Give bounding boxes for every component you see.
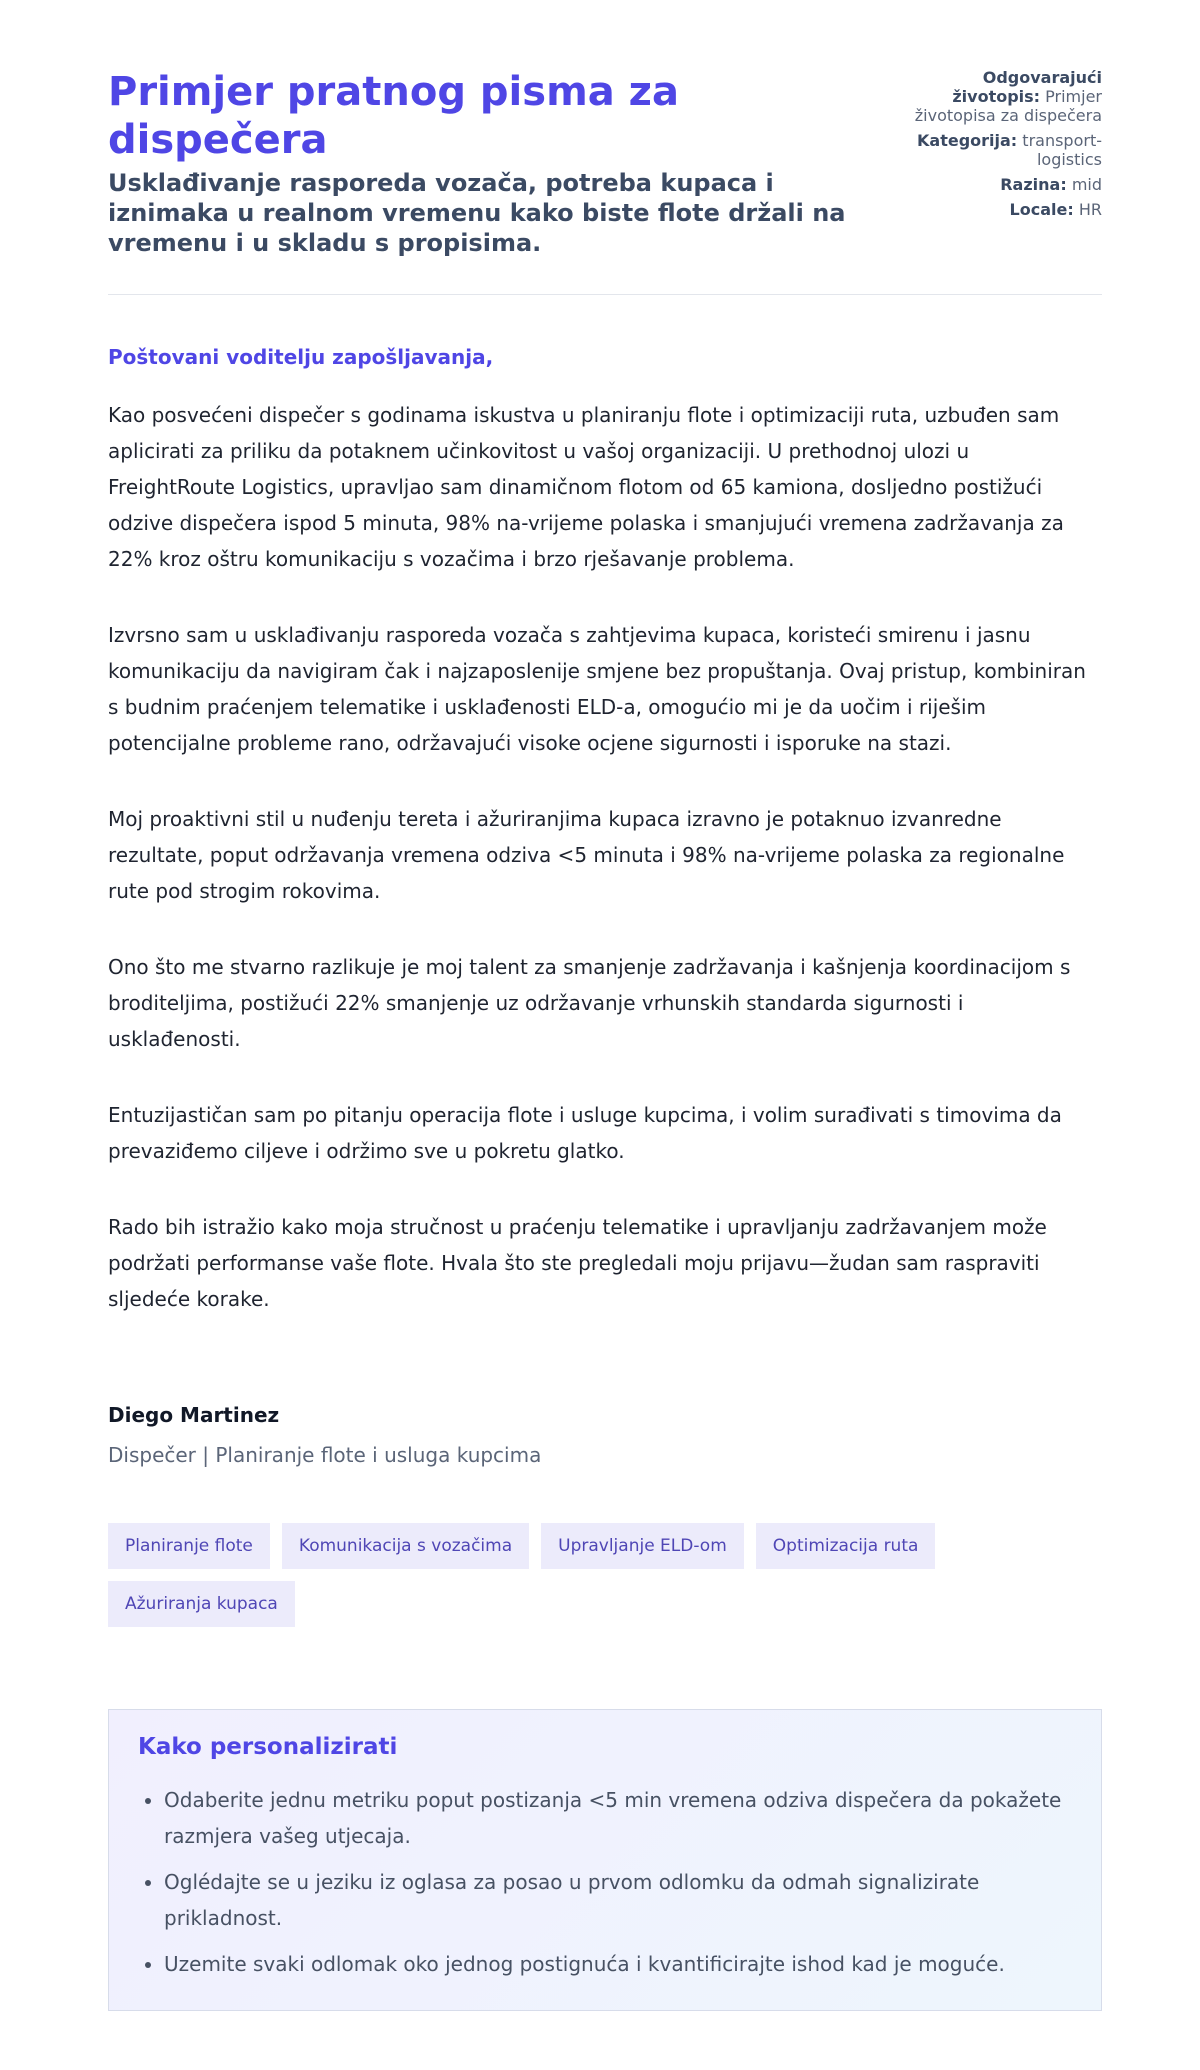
letter-body (108, 397, 1102, 1317)
meta-level-value: mid (1071, 175, 1102, 194)
meta-panel (912, 68, 1102, 225)
letter-paragraph: Kao posvećeni dispečer s godinama iskustva u planiranju flote i optimizaciji ruta, uzbuđen sam aplicirati za priliku da potaknem učinkovitost u vašoj organizaciji. U prethodnoj ulozi u FreightRoute Logistics, upravljao sam dinamičnom flotom od 65 kamiona, dosljedno postižući odzive dispečera ispod 5 minuta, 98% na-vrijeme polaska i smanjujući vremena zadržavanja za 22% kroz oštru komunikaciju s vozačima i brzo rješavanje problema. (108, 403, 1064, 571)
skill-tag: Optimizacija ruta (756, 1523, 936, 1569)
skill-tag: Ažuriranja kupaca (108, 1581, 295, 1627)
meta-locale (912, 200, 1102, 219)
meta-category (912, 131, 1102, 169)
letter-paragraph: Ono što me stvarno razlikuje je moj talent za smanjenje zadržavanja i kašnjenja koordinacijom s broditeljima, postižući 22% smanjenje uz održavanje vrhunskih standarda sigurnosti i usklađenosti. (108, 955, 1071, 1051)
letter-greeting: Poštovani voditelju zapošljavanja, (108, 345, 494, 369)
meta-category-value: transport-logistics (1022, 131, 1102, 169)
meta-level (912, 175, 1102, 194)
meta-locale-value: HR (1078, 200, 1102, 219)
signature-role: Dispečer | Planiranje flote i usluga kupcima (108, 1443, 542, 1467)
tip-item: • Uzemite svaki odlomak oko jednog postignuća i kvantificirajte ishod kad je moguće. (164, 1946, 1072, 1982)
skill-tag: Planiranje flote (108, 1523, 270, 1569)
letter-paragraph: Entuzijastičan sam po pitanju operacija flote i usluge kupcima, i volim surađivati s timovima da prevaziđemo ciljeve i održimo sve u pokretu glatko. (108, 1103, 1062, 1163)
signature-name: Diego Martinez (108, 1403, 280, 1427)
meta-category-label: Kategorija: (917, 131, 1018, 150)
tips-list (138, 1782, 1072, 1982)
page (108, 0, 1102, 2011)
letter-paragraph: Moj proaktivni stil u nuđenju tereta i ažuriranjima kupaca izravno je potaknuo izvanredne rezultate, poput održavanja vremena odziva <5 minuta i 98% na-vrijeme polaska za regionalne rute pod strogim rokovima. (108, 807, 1065, 903)
meta-locale-label: Locale: (1009, 200, 1074, 219)
skill-tag: Komunikacija s vozačima (282, 1523, 529, 1569)
meta-resume-value: Primjer životopisa za dispečera (914, 87, 1102, 125)
header-titles (108, 68, 868, 258)
tip-item: • Odaberite jednu metriku poput postizanja <5 min vremena odziva dispečera da pokažete razmjera vašeg utjecaja. (164, 1782, 1072, 1854)
header-divider (108, 294, 1102, 295)
tip-item: • Oglédajte se u jeziku iz oglasa za posao u prvom odlomku da odmah signalizirate prikladnost. (164, 1864, 1072, 1936)
tips-title: Kako personalizirati (138, 1734, 398, 1760)
meta-level-label: Razina: (1000, 175, 1067, 194)
meta-resume (912, 68, 1102, 125)
page-title: Primjer pratnog pisma za dispečera (108, 69, 679, 163)
page-header (108, 68, 1102, 258)
signature (108, 1401, 1102, 1469)
page-subtitle: Usklađivanje rasporeda vozača, potreba kupaca i iznimaka u realnom vremenu kako biste flote držali na vremenu i u skladu s propisima. (108, 169, 846, 257)
letter-paragraph: Rado bih istražio kako moja stručnost u praćenju telematike i upravljanju zadržavanjem može podržati performanse vaše flote. Hvala što ste pregledali moju prijavu—žudan sam raspraviti sljedeće korake. (108, 1215, 1047, 1311)
skill-tag: Upravljanje ELD-om (541, 1523, 744, 1569)
meta-resume-label: Odgovarajući životopis: (952, 68, 1102, 106)
personalize-tips-box (108, 1709, 1102, 2011)
skill-tags (108, 1523, 988, 1627)
letter-paragraph: Izvrsno sam u usklađivanju rasporeda vozača s zahtjevima kupaca, koristeći smirenu i jasnu komunikaciju da navigiram čak i najzaposlenije smjene bez propuštanja. Ovaj pristup, kombiniran s budnim praćenjem telematike i usklađenosti ELD-a, omogućio mi je da uočim i riješim potencijalne probleme rano, održavajući visoke ocjene sigurnosti i isporuke na stazi. (108, 623, 1086, 755)
